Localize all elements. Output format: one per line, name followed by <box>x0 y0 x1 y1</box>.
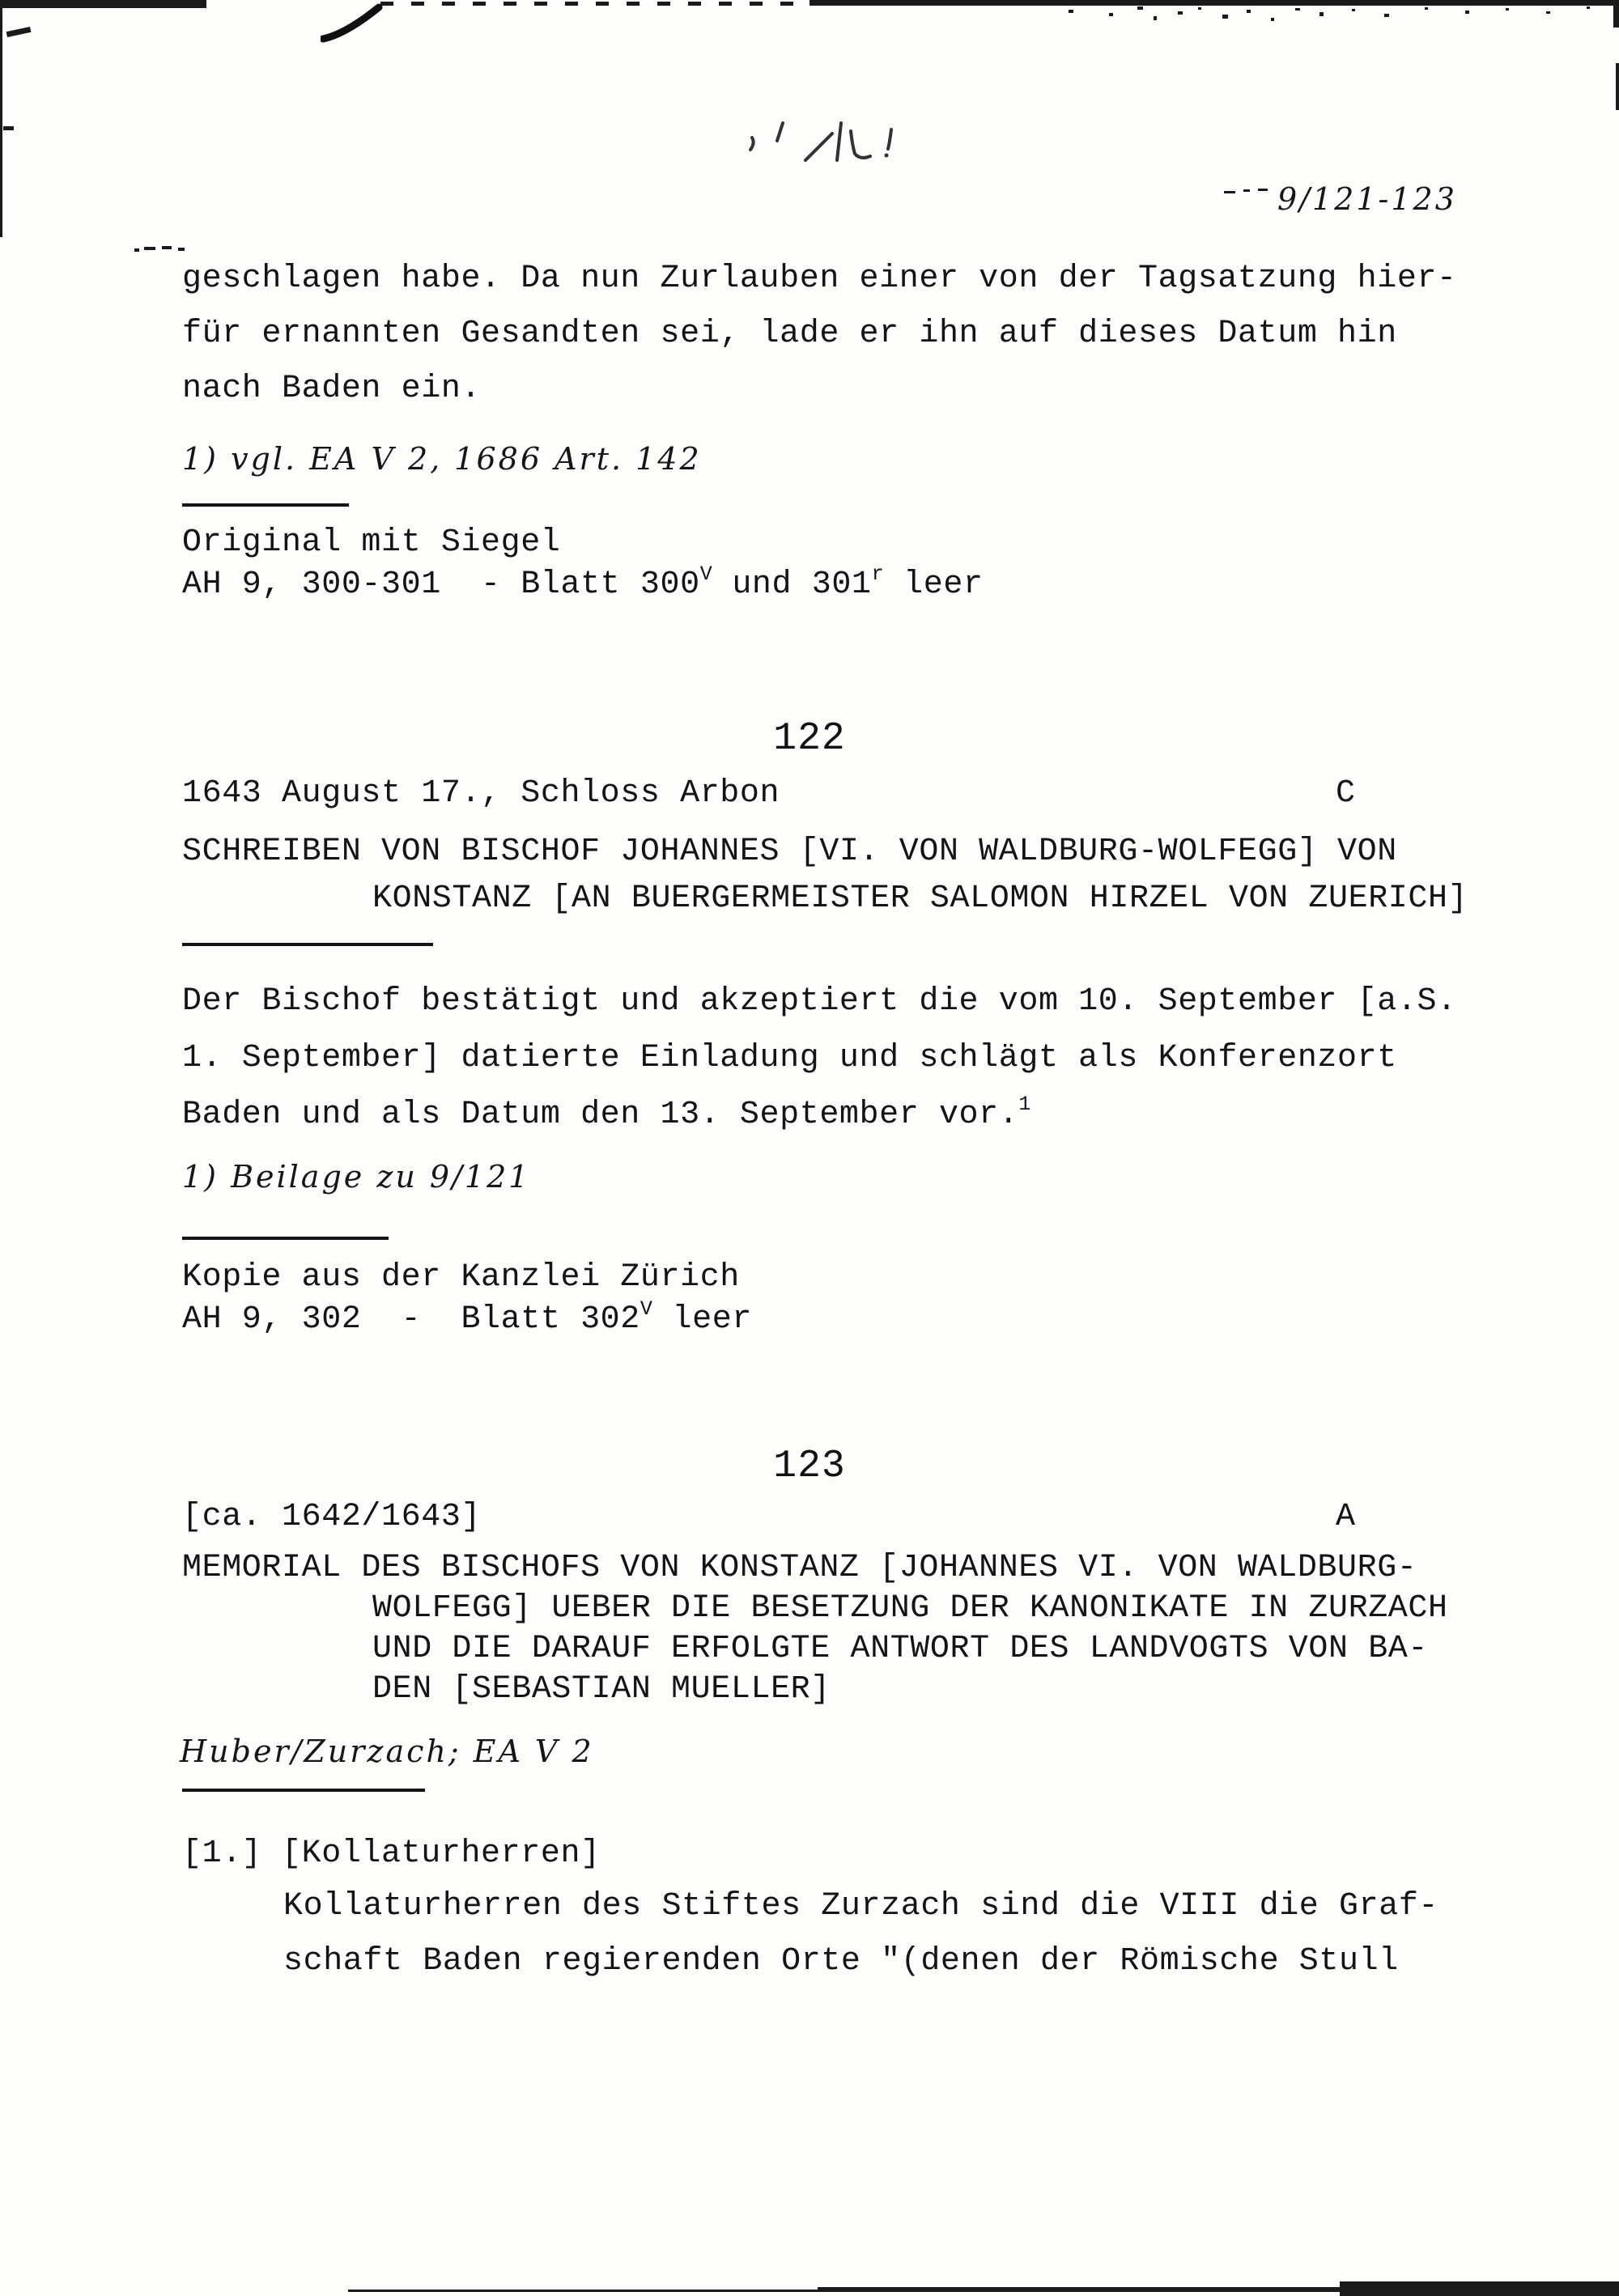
provenance-line <box>182 1297 752 1341</box>
provenance-line: Original mit Siegel <box>182 524 561 561</box>
entry-summary-line: 1. September] datierte Einladung und schlägt als Konferenzort <box>182 1040 1397 1076</box>
source-reference: Huber/Zurzach; EA V 2 <box>180 1734 594 1769</box>
paragraph-continuation-line: nach Baden ein. <box>182 371 482 407</box>
divider-rule <box>182 503 349 507</box>
provenance-text: und 301 <box>712 567 872 603</box>
provenance-text: leer <box>883 567 984 603</box>
entry-title-line: DEN [SEBASTIAN MUELLER] <box>372 1671 831 1708</box>
divider-rule <box>182 1237 389 1240</box>
header-dash-artifact <box>1224 191 1235 193</box>
scan-left-dash <box>3 126 14 130</box>
provenance-text: AH 9, 300-301 - Blatt 300 <box>182 567 700 603</box>
entry-title-line: MEMORIAL DES BISCHOFS VON KONSTANZ [JOHANNES VI. VON WALDBURG- <box>182 1550 1417 1586</box>
paragraph-continuation-line: für ernannten Gesandten sei, lade er ihn auf dieses Datum hin <box>182 316 1397 352</box>
scan-bottom-edge-thick <box>1340 2281 1619 2296</box>
entry-siglum: A <box>1336 1499 1356 1535</box>
paragraph-dash-artifact <box>144 247 155 250</box>
pen-stroke-mark <box>321 2 385 47</box>
entry-siglum: C <box>1336 775 1356 812</box>
section-heading: [1.] [Kollaturherren] <box>182 1836 601 1872</box>
entry-title-line: KONSTANZ [AN BUERGERMEISTER SALOMON HIRZEL VON ZUERICH] <box>372 881 1468 917</box>
entry-number: 122 <box>773 717 846 761</box>
divider-rule <box>182 943 433 946</box>
entry-dateline: 1643 August 17., Schloss Arbon <box>182 775 780 812</box>
divider-rule <box>182 1789 425 1792</box>
paragraph-dash-artifact <box>134 248 139 252</box>
summary-text: Baden und als Datum den 13. September vor. <box>182 1097 1019 1133</box>
provenance-text: leer <box>652 1301 752 1338</box>
provenance-line: Kopie aus der Kanzlei Zürich <box>182 1259 740 1296</box>
entry-dateline: [ca. 1642/1643] <box>182 1499 482 1535</box>
scan-left-edge <box>0 6 2 237</box>
provenance-text: AH 9, 302 - Blatt 302 <box>182 1301 640 1338</box>
footnote-marker-superscript: 1 <box>1018 1093 1031 1116</box>
scan-top-edge-dotted <box>380 2 818 6</box>
entry-summary-line <box>182 1093 1031 1136</box>
scan-bottom-edge-thin <box>348 2290 818 2292</box>
entry-title-line: WOLFEGG] UEBER DIE BESETZUNG DER KANONIKATE IN ZURZACH <box>372 1590 1448 1627</box>
pencil-scribble-marks <box>741 112 911 168</box>
paragraph-dash-artifact <box>178 248 185 251</box>
scan-right-tick <box>1616 63 1619 110</box>
entry-body-line: schaft Baden regierenden Orte "(denen der Römische Stull <box>283 1943 1399 1980</box>
provenance-line <box>182 562 984 606</box>
page-header-number: 9/121-123 <box>1277 181 1457 217</box>
entry-title-line: SCHREIBEN VON BISCHOF JOHANNES [VI. VON WALDBURG-WOLFEGG] VON <box>182 834 1397 870</box>
folio-superscript: V <box>640 1297 652 1321</box>
scan-bottom-edge-mid <box>818 2287 1344 2292</box>
entry-number: 123 <box>773 1445 846 1488</box>
entry-title-line: UND DIE DARAUF ERFOLGTE ANTWORT DES LANDVOGTS VON BA- <box>372 1631 1429 1667</box>
scan-noise-speckles <box>769 0 1619 29</box>
footnote: 1) vgl. EA V 2, 1686 Art. 142 <box>182 441 702 477</box>
header-dash-artifact <box>1258 189 1268 191</box>
footnote: 1) Beilage zu 9/121 <box>182 1159 531 1195</box>
folio-superscript: V <box>699 562 712 586</box>
folio-superscript: r <box>871 562 884 586</box>
paragraph-continuation-line: geschlagen habe. Da nun Zurlauben einer von der Tagsatzung hier- <box>182 261 1457 297</box>
header-dash-artifact <box>1243 189 1250 192</box>
scan-left-pen-tick <box>6 27 32 37</box>
entry-body-line: Kollaturherren des Stiftes Zurzach sind die VIII die Graf- <box>283 1888 1439 1925</box>
entry-summary-line: Der Bischof bestätigt und akzeptiert die vom 10. September [a.S. <box>182 983 1457 1020</box>
scan-top-edge-left <box>0 0 206 8</box>
paragraph-dash-artifact <box>162 246 172 249</box>
